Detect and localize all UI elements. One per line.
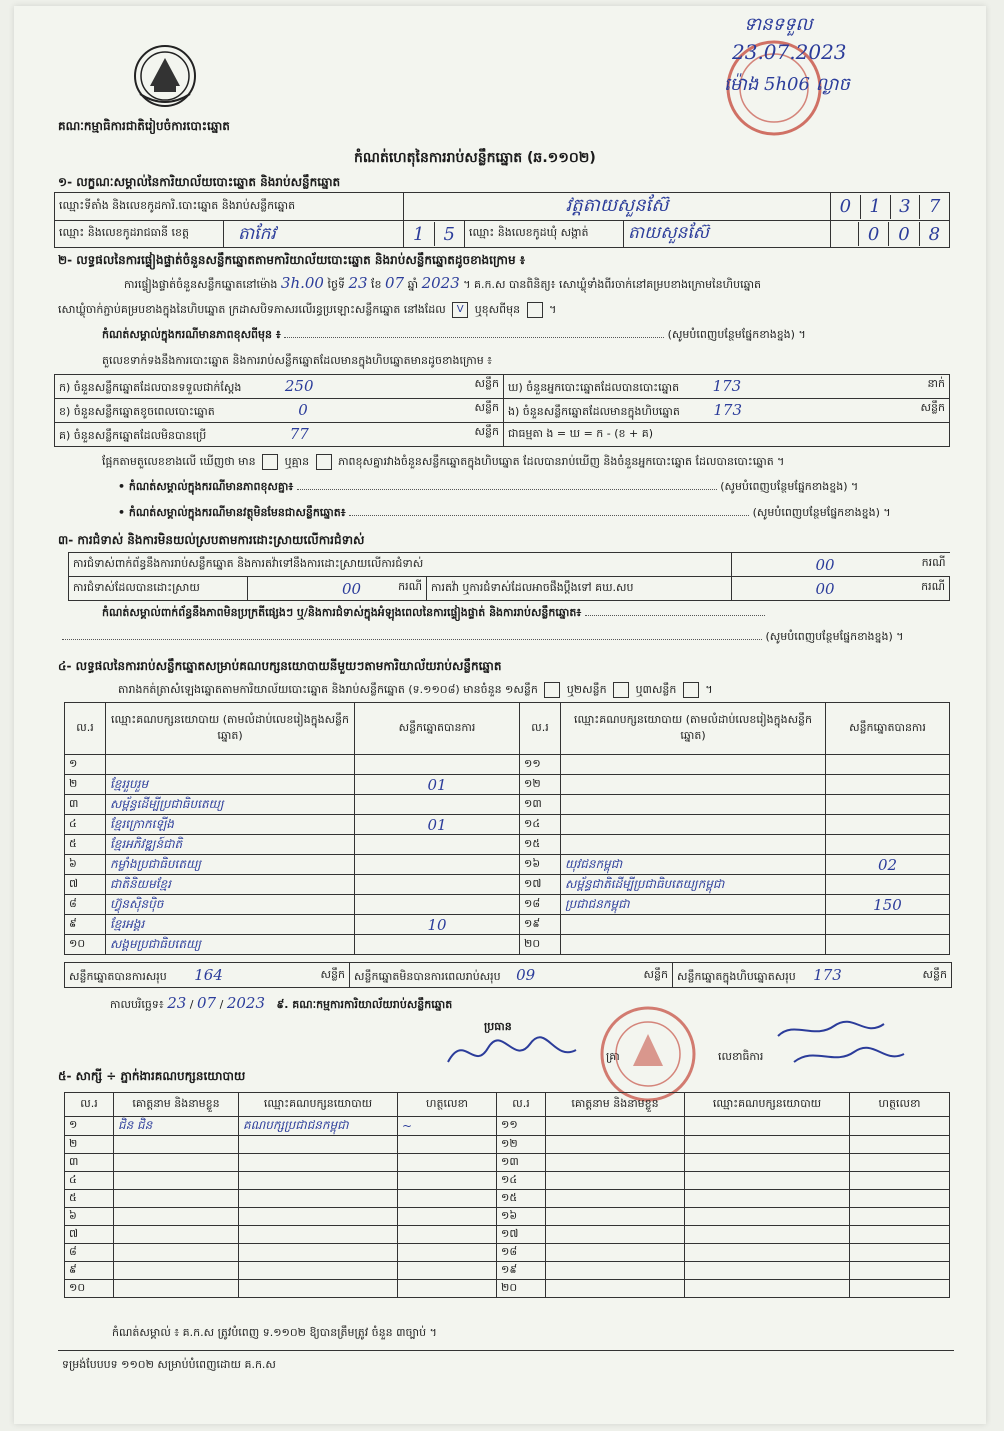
row-number: ៥ bbox=[65, 835, 106, 855]
witness-name bbox=[114, 1154, 239, 1172]
date-line: កាលបរិច្ឆេទ៖ 23 / 07 / 2023 ៩. គណៈកម្មការការិយាល័យរាប់សន្លឹកឆ្នោត bbox=[110, 994, 453, 1012]
col-name: គោត្តនាម និងនាមខ្លួន bbox=[114, 1093, 239, 1117]
row-number: ២ bbox=[65, 1136, 114, 1154]
col-sign: ហត្ថលេខា bbox=[398, 1093, 497, 1117]
col-party: ឈ្មោះគណបក្សនយោបាយ (តាមលំដាប់លេខរៀងក្នុងសន្លឹកឆ្នោត) bbox=[106, 703, 355, 755]
section3-note: កំណត់សម្គាល់ពាក់ព័ន្ធនឹងភាពមិនប្រក្រតីផ្សេងៗ ឬ/និងការជំទាស់ក្នុងអំឡុងពេលនៃការផ្ទៀងផ្ទាត់ និងការរាប់សន្លឹកឆ្នោត៖ bbox=[102, 606, 952, 622]
footer-divider bbox=[58, 1350, 954, 1351]
col-party: ឈ្មោះគណបក្សនយោបាយ bbox=[685, 1093, 850, 1117]
section2-heading: ២- លទ្ធផលនៃការផ្ទៀងផ្ទាត់ចំនួនសន្លឹកឆ្នោតតាមការិយាល័យបោះឆ្នោត និងរាប់សន្លឹកឆ្នោតដូចខាងក្រោម ៖ bbox=[58, 253, 526, 267]
check-day: 23 bbox=[348, 274, 368, 292]
witness-signature bbox=[398, 1280, 497, 1298]
table-row bbox=[65, 935, 950, 955]
row-number: ១៥ bbox=[497, 1190, 546, 1208]
received-stamp bbox=[714, 10, 914, 138]
party-name bbox=[561, 795, 826, 815]
witness-signature bbox=[850, 1190, 950, 1208]
vote-count: 01 bbox=[355, 775, 520, 795]
witness-name bbox=[546, 1172, 685, 1190]
secretary-signature bbox=[774, 1016, 914, 1076]
vote-count: 02 bbox=[826, 855, 950, 875]
row-number: ២០ bbox=[497, 1280, 546, 1298]
section5-note: កំណត់សម្គាល់ ៖ គ.ក.ស ត្រូវបំពេញ ទ.១១០២ ឱ្យបានត្រឹមត្រូវ ចំនួន ៣ច្បាប់ ។ bbox=[112, 1326, 437, 1339]
witness-name bbox=[546, 1154, 685, 1172]
province-label: ឈ្មោះ និងលេខកូដរាជធានី ខេត្ត bbox=[59, 226, 189, 239]
row-number: ១០ bbox=[65, 1280, 114, 1298]
row-number: ១៩ bbox=[497, 1262, 546, 1280]
witness-signature bbox=[850, 1136, 950, 1154]
kho-label: ឃ) ចំនួនអ្នកបោះឆ្នោតដែលបានបោះឆ្នោត bbox=[508, 380, 680, 394]
col-sign: ហត្ថលេខា bbox=[850, 1093, 950, 1117]
chair-label: ប្រធាន bbox=[484, 1020, 512, 1033]
row-number: ៧ bbox=[65, 1226, 114, 1244]
stamp-date: 23.07.2023 bbox=[732, 40, 847, 64]
party-name bbox=[561, 835, 826, 855]
kho-value: 173 bbox=[712, 376, 742, 395]
bullet-nonballot: • កំណត់សម្គាល់ក្នុងករណីមានវត្ថុមិនមែនជាសន្លឹកឆ្នោត៖ (សូមបំពេញបន្ថែមផ្នែកខាងខ្នង) ។ bbox=[118, 506, 891, 519]
witness-name bbox=[546, 1208, 685, 1226]
table-row bbox=[65, 895, 950, 915]
section4-heading: ៤- លទ្ធផលនៃការរាប់សន្លឹកឆ្នោតសម្រាប់គណបក្សនយោបាយនីមួយៗតាមការិយាល័យរាប់សន្លឹកឆ្នោត bbox=[58, 659, 502, 673]
row-number: ១៦ bbox=[497, 1208, 546, 1226]
witness-party bbox=[239, 1226, 398, 1244]
row-number: ១៤ bbox=[497, 1172, 546, 1190]
table-row bbox=[65, 1280, 950, 1298]
stamp-time: ម៉ោង 5h06 ល្ងាច bbox=[724, 74, 850, 95]
party-name: យុវជនកម្ពុជា bbox=[561, 855, 826, 875]
witness-party bbox=[239, 1172, 398, 1190]
witness-name bbox=[546, 1262, 685, 1280]
chair-signature bbox=[444, 1032, 584, 1076]
code-digit: 7 bbox=[920, 195, 949, 219]
kha-value: 0 bbox=[298, 400, 308, 419]
code-digit: 0 bbox=[858, 222, 888, 246]
section2-para3: តួលេខទាក់ទងនឹងការបោះឆ្នោត និងការរាប់សន្លឹកឆ្នោតដែលមានក្នុងហិបឆ្នោតមានដូចខាងក្រោម ៖ bbox=[102, 354, 493, 367]
witness-signature bbox=[850, 1208, 950, 1226]
witness-name bbox=[114, 1244, 239, 1262]
party-name: ខ្មែរក្រោកឡើង bbox=[106, 815, 355, 835]
witness-name bbox=[546, 1226, 685, 1244]
row-number: ១៤ bbox=[520, 815, 561, 835]
witness-signature bbox=[850, 1154, 950, 1172]
row-number: ១៥ bbox=[520, 835, 561, 855]
party-name: ខ្មែរអភិវឌ្ឍន៍ជាតិ bbox=[106, 835, 355, 855]
objection-label: ការជំទាស់ពាក់ព័ន្ធនឹងការរាប់សន្លឹកឆ្នោត និងការតវ៉ាទៅនឹងការដោះស្រាយលើការជំទាស់ bbox=[69, 553, 732, 577]
total-invalid: 09 bbox=[516, 966, 536, 984]
table-row bbox=[65, 775, 950, 795]
witness-name: ជិន ជិន bbox=[114, 1117, 239, 1136]
row-number: ៨ bbox=[65, 1244, 114, 1262]
vote-count bbox=[355, 935, 520, 955]
has-difference-checkbox[interactable] bbox=[262, 454, 278, 470]
section1-heading: ១- លក្ខណៈសម្គាល់នៃការិយាល័យបោះឆ្នោត និងរាប់សន្លឹកឆ្នោត bbox=[58, 175, 341, 189]
objection-table: ការជំទាស់ពាក់ព័ន្ធនឹងការរាប់សន្លឹកឆ្នោត និងការតវ៉ាទៅនឹងការដោះស្រាយលើការជំទាស់ 00 ករណី ការជំទាស់ដែលបានដោះស្រាយ 00 ករណី ការតវ៉ា ឬការជំទាស់ដែលអាចផឹងប្តឹងទៅ គឃ.សប 00 ករណី bbox=[68, 552, 950, 601]
witness-signature bbox=[398, 1172, 497, 1190]
table-row bbox=[65, 1208, 950, 1226]
vote-count bbox=[355, 795, 520, 815]
section5-heading: ៥- សាក្សី ÷ ភ្នាក់ងារគណបក្សនយោបាយ bbox=[58, 1069, 246, 1083]
vote-count: 150 bbox=[826, 895, 950, 915]
row-number: ១២ bbox=[520, 775, 561, 795]
table-row bbox=[65, 1154, 950, 1172]
sign-month: 07 bbox=[197, 994, 217, 1012]
witness-party bbox=[685, 1172, 850, 1190]
org-name: គណៈកម្មាធិការជាតិរៀបចំការបោះឆ្នោត bbox=[58, 119, 230, 133]
section3-note-line2: (សូមបំពេញបន្ថែមផ្នែកខាងខ្នង) ។ bbox=[62, 630, 952, 646]
code-digit: 3 bbox=[890, 195, 920, 219]
ko-value: 77 bbox=[289, 424, 309, 443]
vote-count bbox=[826, 915, 950, 935]
code-digit: 0 bbox=[831, 195, 860, 219]
col-votes: សន្លឹកឆ្នោតបានការ bbox=[826, 703, 950, 755]
witness-signature bbox=[850, 1226, 950, 1244]
party-name: ហ៊្វុនស៊ិនប៉ិច bbox=[106, 895, 355, 915]
table-row bbox=[65, 755, 950, 775]
table-row bbox=[65, 1172, 950, 1190]
table-row bbox=[65, 795, 950, 815]
col-no: ល.រ bbox=[520, 703, 561, 755]
party-name bbox=[561, 935, 826, 955]
check-year: 2023 bbox=[421, 274, 460, 292]
sheets-3-checkbox[interactable] bbox=[683, 682, 699, 698]
row-number: ១១ bbox=[520, 755, 561, 775]
row-number: ៦ bbox=[65, 1208, 114, 1226]
witness-signature bbox=[398, 1154, 497, 1172]
no-difference-checkbox[interactable] bbox=[316, 454, 332, 470]
witness-signature bbox=[398, 1136, 497, 1154]
section2-para1: ការផ្ទៀងផ្ទាត់ចំនួនសន្លឹកឆ្នោតនៅម៉ោង 3h.00 ថ្ងៃទី 23 ខែ 07 ឆ្នាំ 2023 ។ គ.ក.ស បានពិនិត្យ៖ សោឃ្លុំទាំងពីរចាក់នៅគម្របខាងក្រោមនៃហិបឆ្នោត bbox=[124, 274, 762, 292]
party-name bbox=[561, 815, 826, 835]
different-checkbox[interactable] bbox=[527, 302, 543, 318]
witness-party bbox=[685, 1226, 850, 1244]
same-checkbox[interactable]: V bbox=[452, 302, 468, 318]
col-party: ឈ្មោះគណបក្សនយោបាយ bbox=[239, 1093, 398, 1117]
table-row bbox=[65, 815, 950, 835]
vote-count: 10 bbox=[355, 915, 520, 935]
vote-count bbox=[355, 875, 520, 895]
row-number: ១ bbox=[65, 755, 106, 775]
witness-party bbox=[239, 1190, 398, 1208]
witness-party bbox=[685, 1262, 850, 1280]
witness-name bbox=[114, 1262, 239, 1280]
row-number: ៣ bbox=[65, 1154, 114, 1172]
col-no: ល.រ bbox=[65, 1093, 114, 1117]
table-row bbox=[65, 1226, 950, 1244]
table-row bbox=[65, 835, 950, 855]
witness-party bbox=[685, 1154, 850, 1172]
row-number: ៦ bbox=[65, 855, 106, 875]
row-number: ៩ bbox=[65, 1262, 114, 1280]
vote-count bbox=[826, 875, 950, 895]
totals-row: សន្លឹកឆ្នោតបានការសរុប 164 សន្លឹក សន្លឹកឆ្នោតមិនបានការពេលរាប់សរុប 09 សន្លឹក សន្លឹកឆ្នោតក្នុងហិបឆ្នោតសរុប 173 សន្លឹក bbox=[64, 962, 952, 988]
witness-name bbox=[114, 1190, 239, 1208]
row-number: ១៣ bbox=[520, 795, 561, 815]
code-digit: 0 bbox=[889, 222, 919, 246]
code-digit: 1 bbox=[404, 222, 434, 246]
witness-table bbox=[64, 1092, 950, 1298]
witness-name bbox=[114, 1226, 239, 1244]
table-row bbox=[65, 1244, 950, 1262]
row-number: ២ bbox=[65, 775, 106, 795]
ka-value: 250 bbox=[284, 376, 314, 395]
sheets-2-checkbox[interactable] bbox=[613, 682, 629, 698]
appeal-label: ការតវ៉ា ឬការជំទាស់ដែលអាចផឹងប្តឹងទៅ គឃ.សប bbox=[427, 577, 732, 601]
witness-signature bbox=[850, 1172, 950, 1190]
row-number: ៤ bbox=[65, 815, 106, 835]
party-name bbox=[561, 915, 826, 935]
row-number: ៩ bbox=[65, 915, 106, 935]
row-number: ៥ bbox=[65, 1190, 114, 1208]
vote-count bbox=[355, 855, 520, 875]
witness-signature bbox=[850, 1280, 950, 1298]
code-digit: 8 bbox=[919, 222, 949, 246]
row-number: ៧ bbox=[65, 875, 106, 895]
section4-intro: តារាងកត់ត្រាសំឡេងឆ្នោតតាមការិយាល័យបោះឆ្នោត និងរាប់សន្លឹកឆ្នោត (ទ.១១០៨) មានចំនួន ១សន្លឹក ឬ២សន្លឹក ឬ៣សន្លឹក ។ bbox=[118, 683, 713, 696]
table-row bbox=[65, 1190, 950, 1208]
section2-para2: សោឃ្លុំចាក់ភ្ជាប់គម្របខាងក្នុងនៃហិបឆ្នោត ក្រដាសបិទភាសរលើរន្ធប្រឡោះសន្លឹកឆ្នោត នៅងដែល V ឬខុសពីមុន ។ bbox=[58, 303, 557, 316]
row-number: ១៦ bbox=[520, 855, 561, 875]
witness-signature bbox=[398, 1226, 497, 1244]
section3-heading: ៣- ការជំទាស់ និងការមិនយល់ស្របតាមការដោះស្រាយលើការជំទាស់ bbox=[58, 533, 365, 547]
row-number: ១២ bbox=[497, 1136, 546, 1154]
party-name bbox=[561, 755, 826, 775]
resolved-label: ការជំទាស់ដែលបានដោះស្រាយ bbox=[69, 577, 248, 601]
province-value: តាកែវ bbox=[223, 221, 403, 247]
witness-name bbox=[546, 1190, 685, 1208]
ka-label: ក) ចំនួនសន្លឹកឆ្នោតដែលបានទទួលជាក់ស្តែង bbox=[59, 380, 242, 394]
row-number: ១ bbox=[65, 1117, 114, 1136]
witness-signature bbox=[850, 1244, 950, 1262]
witness-name bbox=[114, 1208, 239, 1226]
row-number: ១៣ bbox=[497, 1154, 546, 1172]
witness-signature bbox=[398, 1262, 497, 1280]
table-row bbox=[65, 1136, 950, 1154]
party-name: ជាតិនិយមខ្មែរ bbox=[106, 875, 355, 895]
witness-party: គណបក្សប្រជាជនកម្ពុជា bbox=[239, 1117, 398, 1136]
row-number: ១៨ bbox=[497, 1244, 546, 1262]
check-time: 3h.00 bbox=[280, 274, 324, 292]
witness-party bbox=[685, 1136, 850, 1154]
table-row bbox=[65, 875, 950, 895]
resolved-count: 00 bbox=[342, 579, 362, 598]
vote-count bbox=[826, 935, 950, 955]
nec-emblem-icon bbox=[132, 42, 198, 112]
witness-signature bbox=[398, 1244, 497, 1262]
witness-party bbox=[685, 1190, 850, 1208]
witness-party bbox=[239, 1244, 398, 1262]
witness-signature bbox=[850, 1262, 950, 1280]
col-no: ល.រ bbox=[497, 1093, 546, 1117]
party-results-table bbox=[64, 702, 950, 955]
col-votes: សន្លឹកឆ្នោតបានការ bbox=[355, 703, 520, 755]
member-label: គ្រា bbox=[606, 1050, 620, 1063]
row-number: ៣ bbox=[65, 795, 106, 815]
witness-name bbox=[114, 1172, 239, 1190]
commune-label: ឈ្មោះ និងលេខកូដឃុំ សង្កាត់ bbox=[465, 221, 624, 248]
location-value: វត្តតាយសួនស៊ែ bbox=[404, 193, 831, 221]
vote-count bbox=[826, 755, 950, 775]
ko-label: គ) ចំនួនសន្លឹកឆ្នោតដែលមិនបានប្រើ bbox=[59, 428, 207, 442]
objection-count: 00 bbox=[815, 555, 835, 574]
secretary-label: លេខាធិការ bbox=[718, 1050, 764, 1063]
kha-label: ខ) ចំនួនសន្លឹកឆ្នោតខូចពេលបោះឆ្នោត bbox=[59, 404, 215, 418]
witness-party bbox=[239, 1280, 398, 1298]
witness-party bbox=[685, 1117, 850, 1136]
stamp-line1: ទានទទួល bbox=[744, 14, 813, 35]
party-name bbox=[561, 775, 826, 795]
row-number: ២០ bbox=[520, 935, 561, 955]
sign-day: 23 bbox=[167, 994, 187, 1012]
row-number: ១៨ bbox=[520, 895, 561, 915]
section1-table bbox=[54, 192, 950, 248]
table-row bbox=[65, 1117, 950, 1136]
form-page bbox=[14, 6, 986, 1424]
ngo-value: 173 bbox=[713, 400, 743, 419]
witness-party bbox=[239, 1208, 398, 1226]
vote-count bbox=[826, 815, 950, 835]
witness-name bbox=[546, 1136, 685, 1154]
row-number: ១៧ bbox=[497, 1226, 546, 1244]
total-in-box: 173 bbox=[813, 966, 842, 984]
party-name: ខ្មែររួបរួម bbox=[106, 775, 355, 795]
witness-signature bbox=[398, 1208, 497, 1226]
vote-count bbox=[826, 775, 950, 795]
col-name: គោត្តនាម និងនាមខ្លួន bbox=[546, 1093, 685, 1117]
witness-name bbox=[114, 1136, 239, 1154]
sheets-1-checkbox[interactable] bbox=[544, 682, 560, 698]
difference-note: កំណត់សម្គាល់ក្នុងករណីមានភាពខុសពីមុន ៖ (សូមបំពេញបន្ថែមផ្នែកខាងខ្នង) ។ bbox=[102, 328, 806, 341]
section2-para4: ផ្អែកតាមតួលេខខាងលើ ឃើញថា មាន ឬគ្មាន ភាពខុសគ្នារវាងចំនួនសន្លឹកឆ្នោតក្នុងហិបឆ្នោត ដែលបានរាប់ឃើញ និងចំនួនអ្នកបោះឆ្នោត ដែលបានបោះឆ្នោត ។ bbox=[102, 455, 785, 468]
check-month: 07 bbox=[385, 274, 405, 292]
witness-party bbox=[239, 1262, 398, 1280]
party-name bbox=[106, 755, 355, 775]
witness-name bbox=[546, 1280, 685, 1298]
row-number: ៨ bbox=[65, 895, 106, 915]
ngo-label: ង) ចំនួនសន្លឹកឆ្នោតដែលមានក្នុងហិបឆ្នោត bbox=[508, 404, 680, 418]
table-row bbox=[65, 855, 950, 875]
row-number: ១៧ bbox=[520, 875, 561, 895]
party-name: កម្លាំងប្រជាធិបតេយ្យ bbox=[106, 855, 355, 875]
table-row bbox=[65, 915, 950, 935]
appeal-count: 00 bbox=[815, 579, 835, 598]
row-number: ១១ bbox=[497, 1117, 546, 1136]
witness-signature bbox=[850, 1117, 950, 1136]
party-name: ខ្មែរអង្គរ bbox=[106, 915, 355, 935]
party-name: សម្ព័ន្ធជាតិដើម្បីប្រជាធិបតេយ្យកម្ពុជា bbox=[561, 875, 826, 895]
commune-value: តាយសួនស៊ែ bbox=[624, 221, 831, 248]
witness-name bbox=[114, 1280, 239, 1298]
row-number: ៤ bbox=[65, 1172, 114, 1190]
ballot-count-table: ក) ចំនួនសន្លឹកឆ្នោតដែលបានទទួលជាក់ស្តែង 250 សន្លឹក ឃ) ចំនួនអ្នកបោះឆ្នោតដែលបានបោះឆ្នោត 173 នាក់ ខ) ចំនួនសន្លឹកឆ្នោតខូចពេលបោះឆ្នោត 0 សន្លឹក ង) ចំនួនសន្លឹកឆ្នោតដែលមានក្នុងហិបឆ្នោត 173 សន្លឹក គ) ចំនួនសន្លឹកឆ្នោតដែលមិនបានប្រើ 77 សន្លឹក ជាធម្មតា ង = ឃ = ក - (ខ + គ) bbox=[54, 374, 950, 447]
vote-count: 01 bbox=[355, 815, 520, 835]
row-number: ១០ bbox=[65, 935, 106, 955]
party-name: សង្គមប្រជាធិបតេយ្យ bbox=[106, 935, 355, 955]
witness-name bbox=[546, 1117, 685, 1136]
vote-count bbox=[826, 835, 950, 855]
location-label: ឈ្មោះទីតាំង និងលេខកូដការិ.បោះឆ្នោត និងរាប់សន្លឹកឆ្នោត bbox=[55, 193, 404, 221]
col-no: ល.រ bbox=[65, 703, 106, 755]
witness-signature: ~ bbox=[398, 1117, 497, 1136]
witness-signature bbox=[398, 1190, 497, 1208]
row-number: ១៩ bbox=[520, 915, 561, 935]
vote-count bbox=[355, 895, 520, 915]
witness-party bbox=[685, 1208, 850, 1226]
party-name: សម្ព័ន្ធដើម្បីប្រជាធិបតេយ្យ bbox=[106, 795, 355, 815]
vote-count bbox=[826, 795, 950, 815]
witness-party bbox=[685, 1280, 850, 1298]
vote-count bbox=[355, 755, 520, 775]
form-title: កំណត់ហេតុនៃការរាប់សន្លឹកឆ្នោត (ឆ.១១០២) bbox=[354, 150, 596, 166]
bullet-difference: • កំណត់សម្គាល់ក្នុងករណីមានភាពខុសគ្នា៖ (សូមបំពេញបន្ថែមផ្នែកខាងខ្នង) ។ bbox=[118, 480, 859, 493]
formula: ជាធម្មតា ង = ឃ = ក - (ខ + គ) bbox=[504, 423, 950, 447]
footer-text: ទម្រង់បែបបទ ១១០២ សម្រាប់បំពេញដោយ គ.ក.ស bbox=[62, 1358, 276, 1371]
total-valid: 164 bbox=[194, 966, 223, 984]
witness-party bbox=[685, 1244, 850, 1262]
witness-party bbox=[239, 1136, 398, 1154]
code-digit: 1 bbox=[860, 195, 890, 219]
vote-count bbox=[355, 835, 520, 855]
sign-year: 2023 bbox=[226, 994, 265, 1012]
table-row bbox=[65, 1262, 950, 1280]
code-digit: 5 bbox=[434, 222, 464, 246]
party-name: ប្រជាជនកម្ពុជា bbox=[561, 895, 826, 915]
col-party: ឈ្មោះគណបក្សនយោបាយ (តាមលំដាប់លេខរៀងក្នុងសន្លឹកឆ្នោត) bbox=[561, 703, 826, 755]
witness-name bbox=[546, 1244, 685, 1262]
witness-party bbox=[239, 1154, 398, 1172]
